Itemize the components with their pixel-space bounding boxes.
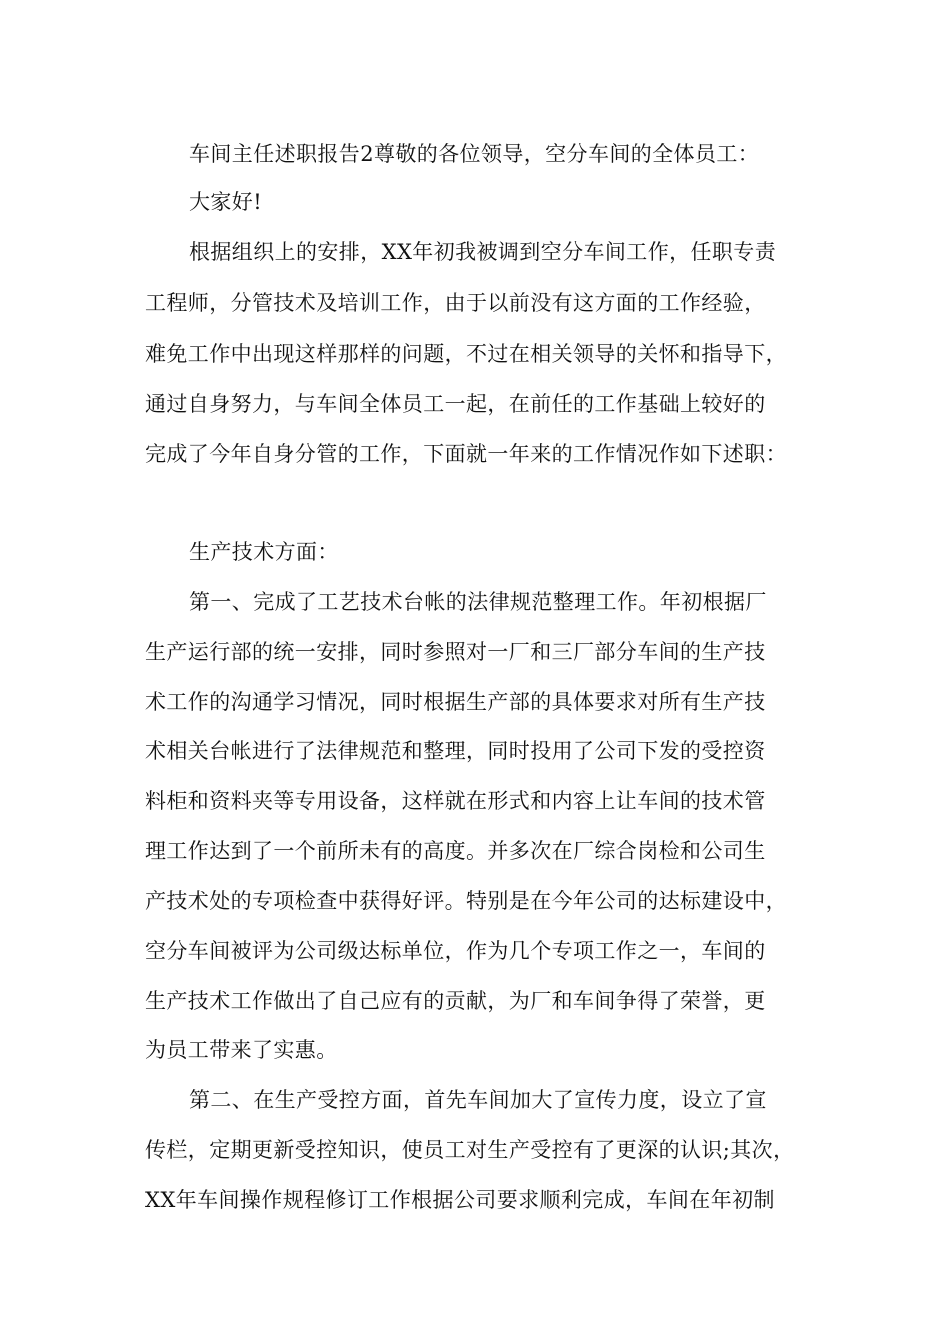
text-line: 根据组织上的安排，XX年初我被调到空分车间工作，任职专责 xyxy=(189,240,777,264)
text-line: 术相关台帐进行了法律规范和整理，同时投用了公司下发的受控资 xyxy=(145,739,766,763)
text-line: 难免工作中出现这样那样的问题，不过在相关领导的关怀和指导下， xyxy=(145,342,787,366)
text-line: 车间主任述职报告2尊敬的各位领导，空分车间的全体员工： xyxy=(189,142,760,166)
text-line: 工程师，分管技术及培训工作，由于以前没有这方面的工作经验， xyxy=(145,291,766,315)
text-line: 产技术处的专项检查中获得好评。特别是在今年公司的达标建设中， xyxy=(145,889,787,913)
text-line: 第二、在生产受控方面，首先车间加大了宣传力度，设立了宣 xyxy=(189,1088,767,1112)
text-line: 为员工带来了实惠。 xyxy=(145,1038,338,1062)
section-heading: 生产技术方面： xyxy=(189,540,339,564)
text-line: 第一、完成了工艺技术台帐的法律规范整理工作。年初根据厂 xyxy=(189,590,767,614)
text-line: 大家好! xyxy=(189,190,263,214)
text-line: 料柜和资料夹等专用设备，这样就在形式和内容上让车间的技术管 xyxy=(145,789,766,813)
text-line: 完成了今年自身分管的工作，下面就一年来的工作情况作如下述职： xyxy=(145,442,787,466)
text-line: 理工作达到了一个前所未有的高度。并多次在厂综合岗检和公司生 xyxy=(145,839,766,863)
text-line: 传栏，定期更新受控知识，使员工对生产受控有了更深的认识;其次， xyxy=(145,1138,795,1162)
text-line: 空分车间被评为公司级达标单位，作为几个专项工作之一，车间的 xyxy=(145,939,766,963)
text-line: 术工作的沟通学习情况，同时根据生产部的具体要求对所有生产技 xyxy=(145,690,766,714)
text-line: 通过自身努力，与车间全体员工一起，在前任的工作基础上较好的 xyxy=(145,392,766,416)
text-line: XX年车间操作规程修订工作根据公司要求顺利完成，车间在年初制 xyxy=(145,1188,775,1212)
text-line: 生产技术工作做出了自己应有的贡献，为厂和车间争得了荣誉，更 xyxy=(145,989,766,1013)
text-line: 生产运行部的统一安排，同时参照对一厂和三厂部分车间的生产技 xyxy=(145,640,766,664)
